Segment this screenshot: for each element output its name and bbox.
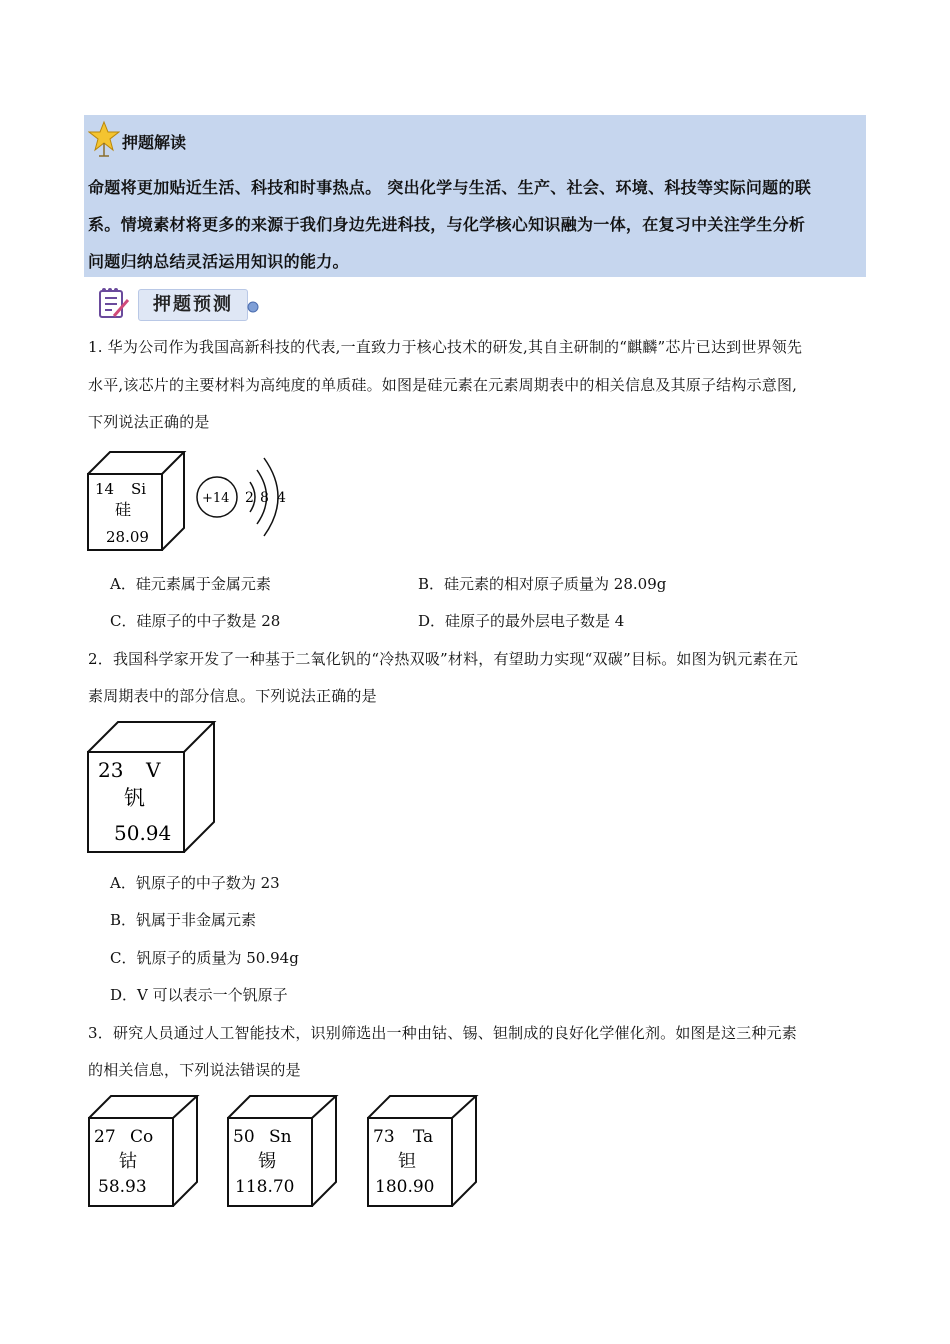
question-3-line: 3．研究人员通过人工智能技术，识别筛选出一种由钴、锡、钽制成的良好化学催化剂。如图是这三种元素 (88, 1024, 797, 1042)
shell-electrons: 8 (260, 490, 269, 506)
option-d[interactable]: D．硅原子的最外层电子数是 4 (418, 612, 625, 630)
element-name: 钽 (398, 1151, 416, 1172)
nucleus-charge: +14 (202, 491, 230, 506)
tantalum-element-card (366, 1094, 482, 1210)
element-number: 50 (233, 1127, 255, 1147)
element-symbol: Ta (413, 1127, 434, 1147)
element-symbol: V (146, 758, 161, 782)
intro-line: 命题将更加贴近生活、科技和时事热点。 突出化学与生活、生产、社会、环境、科技等实际问题的联 (88, 178, 812, 197)
element-mass: 58.93 (98, 1177, 147, 1197)
element-symbol: Si (131, 480, 147, 498)
question-1-line: 下列说法正确的是 (88, 413, 210, 431)
element-name: 钴 (119, 1151, 137, 1172)
element-mass: 180.90 (375, 1177, 435, 1197)
predict-banner: 押题预测 (138, 289, 248, 321)
tin-element-card (226, 1094, 342, 1210)
intro-line: 问题归纳总结灵活运用知识的能力。 (88, 252, 349, 271)
element-mass: 28.09 (106, 528, 149, 546)
shell-electrons: 2 (245, 490, 254, 506)
element-symbol: Co (130, 1127, 154, 1147)
question-2-line: 2．我国科学家开发了一种基于二氧化钒的“冷热双吸”材料，有望助力实现“双碳”目标。如图为钒元素在元 (88, 650, 799, 668)
star-icon (88, 120, 120, 158)
element-number: 14 (95, 480, 115, 498)
intro-line: 系。情境素材将更多的来源于我们身边先进科技，与化学核心知识融为一体，在复习中关注学生分析 (88, 215, 806, 234)
bullet-dot-icon (246, 300, 260, 314)
element-symbol: Sn (269, 1127, 292, 1147)
element-number: 73 (373, 1127, 395, 1147)
cobalt-element-card (87, 1094, 203, 1210)
option-d[interactable]: D．V 可以表示一个钒原子 (110, 986, 288, 1004)
shell-electrons: 4 (277, 490, 286, 506)
question-3-line: 的相关信息，下列说法错误的是 (88, 1061, 301, 1079)
element-number: 27 (94, 1127, 116, 1147)
option-a[interactable]: A．钒原子的中子数为 23 (110, 874, 280, 892)
silicon-atom-structure (194, 446, 294, 546)
option-c[interactable]: C．硅原子的中子数是 28 (110, 612, 281, 630)
vanadium-element-card (86, 720, 220, 856)
element-mass: 50.94 (114, 821, 172, 845)
question-1-line: 1. 华为公司作为我国高新科技的代表,一直致力于核心技术的研发,其自主研制的“麒麟”芯片已达到世界领先 (88, 338, 803, 356)
notebook-pen-icon (96, 286, 132, 322)
intro-title: 押题解读 (122, 133, 187, 152)
silicon-element-card (86, 450, 190, 554)
element-name: 锡 (258, 1151, 276, 1172)
element-name: 钒 (124, 786, 145, 810)
option-c[interactable]: C．钒原子的质量为 50.94g (110, 949, 299, 967)
element-name: 硅 (115, 500, 132, 519)
question-1-line: 水平,该芯片的主要材料为高纯度的单质硅。如图是硅元素在元素周期表中的相关信息及其原子结构示意图, (88, 376, 798, 394)
question-2-line: 素周期表中的部分信息。下列说法正确的是 (88, 687, 377, 705)
option-b[interactable]: B．硅元素的相对原子质量为 28.09g (418, 575, 667, 593)
option-a[interactable]: A．硅元素属于金属元素 (110, 575, 271, 593)
element-number: 23 (98, 758, 124, 782)
option-b[interactable]: B．钒属于非金属元素 (110, 911, 257, 929)
element-mass: 118.70 (235, 1177, 295, 1197)
